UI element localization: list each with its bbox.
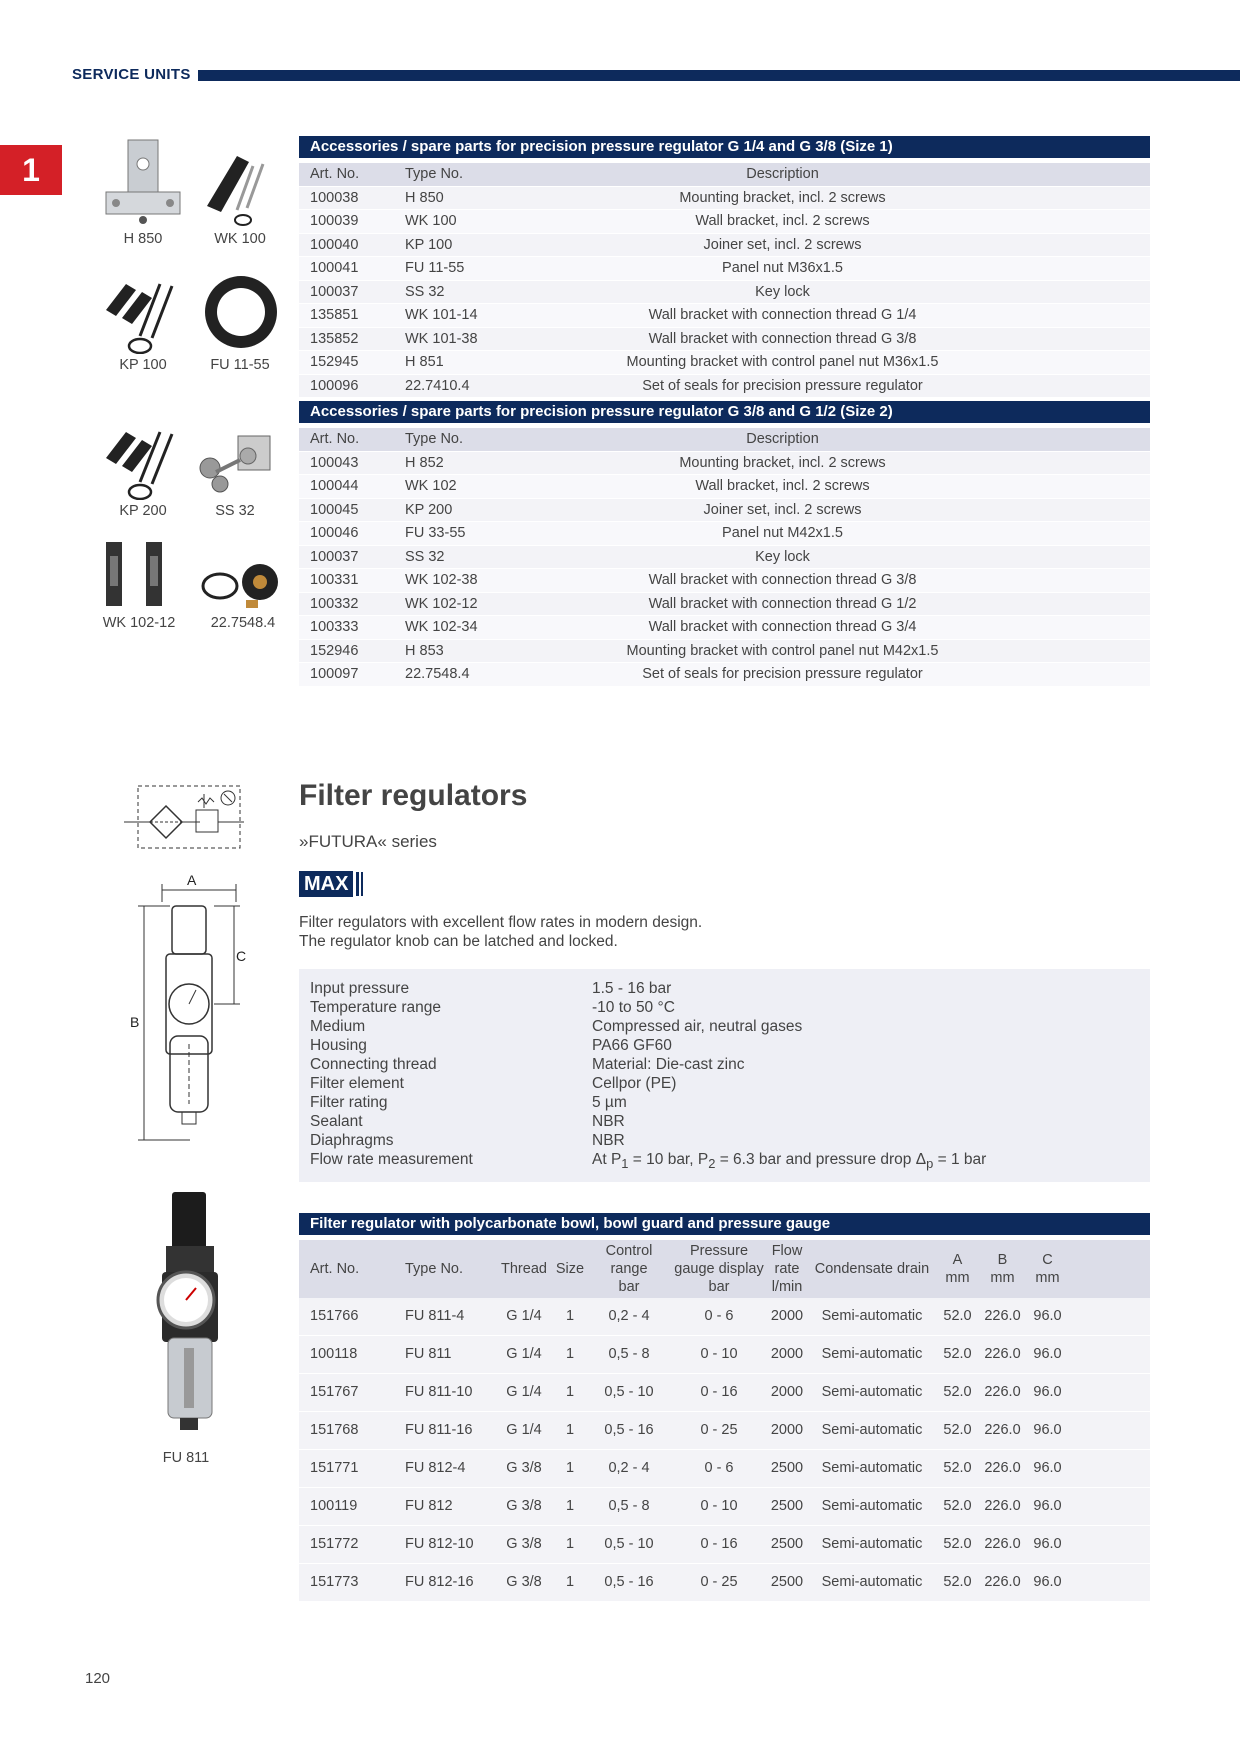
cell-size: 1 — [565, 1308, 575, 1324]
cell-art: 100045 — [310, 501, 359, 518]
cell-type: FU 812-4 — [405, 1460, 466, 1476]
cell-flow-rate: 2000 — [770, 1308, 804, 1324]
cell-type: WK 102-38 — [405, 572, 478, 588]
cell-condensate-drain: Semi-automatic — [821, 1460, 923, 1476]
thumb-label: KP 200 — [119, 503, 167, 519]
thumb-label: H 850 — [123, 231, 163, 247]
cell-thread: G 3/8 — [506, 1498, 542, 1514]
section-title: Filter regulators — [299, 779, 528, 812]
cell-a: 52.0 — [943, 1536, 972, 1552]
section-header: SERVICE UNITS — [72, 66, 191, 83]
cell-size: 1 — [565, 1498, 575, 1514]
cell-condensate-drain: Semi-automatic — [821, 1346, 923, 1362]
cell-control-range: 0,5 - 10 — [604, 1384, 654, 1400]
product-label: FU 811 — [162, 1450, 210, 1466]
spec-label: Connecting thread — [310, 1056, 437, 1073]
cell-art: 100037 — [310, 283, 359, 300]
table-row — [299, 1374, 1150, 1412]
cell-type: 22.7410.4 — [405, 377, 470, 394]
spec-label: Input pressure — [310, 980, 410, 997]
cell-art: 100118 — [310, 1346, 358, 1362]
header-type: Type No. — [405, 1261, 464, 1277]
cell-desc: Wall bracket, incl. 2 screws — [695, 213, 870, 229]
table-row — [299, 546, 1150, 570]
table-row — [299, 616, 1150, 640]
flow-text: = 6.3 bar and pressure drop Δ — [715, 1151, 927, 1168]
cell-b: 226.0 — [984, 1460, 1021, 1476]
cell-art: 151768 — [310, 1422, 359, 1438]
cell-type: FU 811-10 — [405, 1384, 473, 1400]
cell-gauge-display: 0 - 25 — [700, 1574, 738, 1590]
cell-flow-rate: 2500 — [770, 1536, 804, 1552]
cell-thread: G 1/4 — [506, 1384, 542, 1400]
cell-type: H 853 — [405, 642, 444, 659]
cell-size: 1 — [565, 1422, 575, 1438]
joiner-set-icon — [100, 420, 186, 500]
section-description: Filter regulators with excellent flow rates in modern design. — [299, 914, 703, 931]
cell-art: 135851 — [310, 307, 359, 323]
cell-type: H 850 — [405, 189, 444, 206]
spec-value: -10 to 50 °C — [592, 999, 675, 1016]
cell-control-range: 0,5 - 8 — [608, 1498, 650, 1514]
table-row — [299, 257, 1150, 281]
cell-c: 96.0 — [1033, 1308, 1062, 1324]
thumb-label: SS 32 — [215, 503, 255, 519]
cell-condensate-drain: Semi-automatic — [821, 1422, 923, 1438]
cell-thread: G 1/4 — [506, 1422, 542, 1438]
accessories-table-size1 — [299, 136, 1150, 398]
thumb-label: 22.7548.4 — [210, 615, 276, 631]
cell-control-range: 0,2 - 4 — [608, 1460, 650, 1476]
table-row — [299, 1488, 1150, 1526]
max-badge — [299, 871, 363, 897]
dimension-label-b: B — [130, 1014, 140, 1030]
cell-art: 100041 — [310, 260, 359, 276]
header-condensate-drain: Condensate drain — [814, 1261, 930, 1277]
header-line: gauge display — [674, 1261, 764, 1277]
flow-sub: 2 — [708, 1156, 716, 1172]
table-row — [299, 593, 1150, 617]
cell-c: 96.0 — [1033, 1574, 1062, 1590]
pneumatic-symbol-icon — [122, 780, 246, 856]
spec-value: PA66 GF60 — [592, 1037, 672, 1054]
table-row — [299, 1336, 1150, 1374]
cell-a: 52.0 — [943, 1574, 972, 1590]
cell-type: KP 100 — [405, 236, 453, 253]
flow-sub: p — [926, 1156, 934, 1172]
table-header — [299, 1240, 1150, 1298]
cell-type: FU 811 — [405, 1346, 452, 1362]
cell-desc: Joiner set, incl. 2 screws — [703, 236, 862, 253]
cell-type: WK 100 — [405, 213, 457, 229]
table-row — [299, 1412, 1150, 1450]
page-number: 120 — [85, 1670, 111, 1687]
header-flow-rate — [765, 1240, 809, 1298]
spec-label: Diaphragms — [310, 1132, 394, 1149]
thumb-ss32 — [190, 428, 280, 519]
cell-c: 96.0 — [1033, 1422, 1062, 1438]
header-line: B — [997, 1252, 1008, 1268]
cell-art: 100331 — [310, 572, 359, 588]
cell-gauge-display: 0 - 10 — [700, 1346, 738, 1362]
cell-desc: Wall bracket with connection thread G 3/8 — [648, 572, 917, 588]
cell-art: 151767 — [310, 1384, 359, 1400]
cell-type: H 851 — [405, 354, 444, 370]
header-a — [935, 1240, 980, 1298]
max-badge-bar — [356, 872, 359, 896]
cell-thread: G 3/8 — [506, 1536, 542, 1552]
table-title: Accessories / spare parts for precision pressure regulator G 3/8 and G 1/2 (Size 2) — [299, 401, 1150, 423]
spec-label: Temperature range — [310, 999, 441, 1016]
cell-desc: Joiner set, incl. 2 screws — [703, 501, 862, 518]
spec-value: 5 µm — [592, 1094, 627, 1111]
cell-desc: Panel nut M36x1.5 — [722, 260, 843, 276]
header-line: Control — [605, 1243, 653, 1259]
cell-type: FU 812-10 — [405, 1536, 474, 1552]
panel-nut-icon — [197, 270, 283, 354]
table-row — [299, 328, 1150, 352]
table-row — [299, 663, 1150, 687]
spec-label: Flow rate measurement — [310, 1151, 473, 1168]
cell-c: 96.0 — [1033, 1460, 1062, 1476]
cell-desc: Set of seals for precision pressure regulator — [642, 666, 923, 682]
cell-type: WK 101-38 — [405, 330, 478, 347]
cell-a: 52.0 — [943, 1346, 972, 1362]
cell-gauge-display: 0 - 6 — [704, 1308, 734, 1324]
thumb-label: FU 11-55 — [210, 357, 270, 373]
cell-size: 1 — [565, 1384, 575, 1400]
cell-control-range: 0,5 - 10 — [604, 1536, 654, 1552]
table-row — [299, 1298, 1150, 1336]
filter-regulator-table — [299, 1213, 1150, 1602]
header-desc: Description — [746, 166, 819, 182]
cell-desc: Mounting bracket with control panel nut M42x1.5 — [626, 642, 939, 659]
header-line: mm — [1035, 1270, 1060, 1286]
header-gauge-display — [673, 1240, 765, 1298]
mounting-bracket-icon — [100, 136, 186, 228]
cell-thread: G 3/8 — [506, 1460, 542, 1476]
dimension-drawing-icon — [130, 876, 250, 1144]
wall-bracket-thread-icon — [96, 536, 182, 612]
cell-flow-rate: 2500 — [770, 1498, 804, 1514]
cell-type: FU 812 — [405, 1498, 453, 1514]
cell-condensate-drain: Semi-automatic — [821, 1574, 923, 1590]
max-badge-text: MAX — [299, 871, 353, 897]
table-row — [299, 375, 1150, 399]
max-badge-bar — [361, 872, 363, 896]
cell-art: 100038 — [310, 189, 359, 206]
spec-value: Material: Die-cast zinc — [592, 1056, 745, 1073]
cell-b: 226.0 — [984, 1422, 1021, 1438]
header-line: C — [1042, 1252, 1053, 1268]
cell-a: 52.0 — [943, 1384, 972, 1400]
header-type: Type No. — [405, 166, 464, 182]
table-title: Filter regulator with polycarbonate bowl, bowl guard and pressure gauge — [299, 1213, 1150, 1235]
cell-c: 96.0 — [1033, 1346, 1062, 1362]
chapter-tab: 1 — [0, 145, 62, 195]
cell-a: 52.0 — [943, 1460, 972, 1476]
cell-a: 52.0 — [943, 1308, 972, 1324]
cell-type: FU 33-55 — [405, 525, 466, 541]
table-row — [299, 1526, 1150, 1564]
header-line: rate — [774, 1261, 800, 1277]
spec-label: Housing — [310, 1037, 367, 1054]
cell-b: 226.0 — [984, 1536, 1021, 1552]
header-line: Pressure — [689, 1243, 749, 1259]
header-bar — [198, 70, 1240, 81]
spec-label: Filter rating — [310, 1094, 388, 1111]
flow-text: = 10 bar, P — [628, 1151, 709, 1168]
table-header — [299, 428, 1150, 452]
accessories-table-size2 — [299, 401, 1150, 687]
cell-flow-rate: 2000 — [770, 1346, 804, 1362]
cell-type: FU 812-16 — [405, 1574, 474, 1590]
thumb-kp200 — [98, 420, 188, 519]
thumb-label: WK 102-12 — [102, 615, 176, 631]
thumb-kp100 — [98, 270, 188, 373]
wall-bracket-icon — [197, 136, 283, 228]
cell-condensate-drain: Semi-automatic — [821, 1384, 923, 1400]
table-row — [299, 1564, 1150, 1602]
cell-type: FU 811-16 — [405, 1422, 473, 1438]
table-header — [299, 163, 1150, 187]
header-type: Type No. — [405, 431, 464, 447]
table-row — [299, 304, 1150, 328]
cell-art: 100046 — [310, 525, 359, 541]
thumb-label: WK 100 — [214, 231, 266, 247]
table-row — [299, 281, 1150, 305]
key-lock-icon — [192, 428, 278, 500]
table-row — [299, 522, 1150, 546]
cell-art: 152945 — [310, 354, 359, 370]
cell-art: 100040 — [310, 236, 359, 253]
header-c — [1025, 1240, 1070, 1298]
cell-flow-rate: 2500 — [770, 1574, 804, 1590]
thumb-fu1155 — [195, 270, 285, 373]
section-subtitle: »FUTURA« series — [299, 832, 437, 851]
cell-control-range: 0,5 - 16 — [604, 1422, 654, 1438]
cell-c: 96.0 — [1033, 1536, 1062, 1552]
cell-desc: Panel nut M42x1.5 — [722, 525, 843, 541]
cell-art: 100332 — [310, 595, 359, 612]
cell-flow-rate: 2500 — [770, 1460, 804, 1476]
cell-b: 226.0 — [984, 1308, 1021, 1324]
thumb-label: KP 100 — [119, 357, 167, 373]
cell-control-range: 0,2 - 4 — [608, 1308, 650, 1324]
header-art: Art. No. — [310, 431, 360, 447]
cell-art: 100043 — [310, 454, 359, 471]
cell-desc: Set of seals for precision pressure regulator — [642, 377, 923, 394]
cell-b: 226.0 — [984, 1574, 1021, 1590]
cell-control-range: 0,5 - 16 — [604, 1574, 654, 1590]
cell-art: 100037 — [310, 548, 359, 565]
cell-type: WK 101-14 — [405, 307, 478, 323]
cell-desc: Wall bracket with connection thread G 1/2 — [648, 595, 917, 612]
header-line: bar — [618, 1279, 640, 1295]
spec-label: Medium — [310, 1018, 366, 1035]
header-line: mm — [945, 1270, 970, 1286]
flow-text: At P — [592, 1151, 622, 1168]
cell-size: 1 — [565, 1536, 575, 1552]
cell-control-range: 0,5 - 8 — [608, 1346, 650, 1362]
cell-art: 100044 — [310, 478, 359, 494]
cell-type: SS 32 — [405, 283, 445, 300]
spec-value: Compressed air, neutral gases — [592, 1018, 803, 1035]
spec-value-flow — [592, 1150, 987, 1172]
header-line: l/min — [771, 1279, 803, 1295]
table-row — [299, 234, 1150, 258]
table-row — [299, 351, 1150, 375]
header-desc: Description — [746, 431, 819, 447]
table-row — [299, 187, 1150, 211]
cell-art: 100333 — [310, 619, 359, 635]
cell-type: WK 102 — [405, 478, 457, 494]
header-line: A — [952, 1252, 963, 1268]
dimension-label-a: A — [187, 872, 197, 888]
cell-art: 100119 — [310, 1498, 358, 1514]
cell-condensate-drain: Semi-automatic — [821, 1498, 923, 1514]
seal-set-icon — [200, 560, 286, 612]
spec-value: NBR — [592, 1113, 625, 1130]
flow-text: = 1 bar — [933, 1151, 987, 1168]
cell-art: 151772 — [310, 1536, 359, 1552]
spec-label: Sealant — [310, 1113, 363, 1130]
cell-art: 151771 — [310, 1460, 359, 1476]
cell-gauge-display: 0 - 25 — [700, 1422, 738, 1438]
cell-desc: Mounting bracket, incl. 2 screws — [679, 189, 886, 206]
cell-b: 226.0 — [984, 1498, 1021, 1514]
thumb-seals — [198, 560, 288, 631]
cell-size: 1 — [565, 1460, 575, 1476]
cell-type: SS 32 — [405, 548, 445, 565]
cell-desc: Wall bracket, incl. 2 screws — [695, 478, 870, 494]
spec-label: Filter element — [310, 1075, 404, 1092]
cell-gauge-display: 0 - 16 — [700, 1384, 738, 1400]
thumb-wk100 — [195, 136, 285, 247]
section-description: The regulator knob can be latched and locked. — [299, 933, 618, 950]
cell-thread: G 1/4 — [506, 1308, 542, 1324]
cell-b: 226.0 — [984, 1346, 1021, 1362]
table-row — [299, 569, 1150, 593]
cell-c: 96.0 — [1033, 1498, 1062, 1514]
cell-desc: Key lock — [755, 283, 810, 300]
spec-value: Cellpor (PE) — [592, 1075, 677, 1092]
cell-art: 135852 — [310, 330, 359, 347]
cell-condensate-drain: Semi-automatic — [821, 1308, 923, 1324]
cell-desc: Wall bracket with connection thread G 3/8 — [648, 330, 917, 347]
cell-type: FU 811-4 — [405, 1308, 465, 1324]
header-art: Art. No. — [310, 1261, 360, 1277]
filter-regulator-product-icon — [146, 1188, 232, 1438]
table-row — [299, 210, 1150, 234]
cell-flow-rate: 2000 — [770, 1422, 804, 1438]
cell-art: 151773 — [310, 1574, 359, 1590]
cell-desc: Mounting bracket, incl. 2 screws — [679, 454, 886, 471]
header-b — [980, 1240, 1025, 1298]
spec-value: 1.5 - 16 bar — [592, 980, 672, 997]
table-row — [299, 452, 1150, 476]
cell-size: 1 — [565, 1346, 575, 1362]
thumb-h850 — [98, 136, 188, 247]
table-body — [299, 1298, 1150, 1602]
cell-art: 100097 — [310, 666, 359, 682]
header-control-range — [585, 1240, 673, 1298]
cell-a: 52.0 — [943, 1498, 972, 1514]
header-line: bar — [708, 1279, 730, 1295]
header-thread: Thread — [501, 1261, 547, 1277]
cell-type: H 852 — [405, 454, 444, 471]
cell-flow-rate: 2000 — [770, 1384, 804, 1400]
cell-desc: Key lock — [755, 548, 810, 565]
table-row — [299, 499, 1150, 523]
cell-desc: Mounting bracket with control panel nut M36x1.5 — [626, 354, 939, 370]
header-line: Flow — [771, 1243, 803, 1259]
cell-c: 96.0 — [1033, 1384, 1062, 1400]
cell-gauge-display: 0 - 6 — [704, 1460, 734, 1476]
spec-value: NBR — [592, 1132, 625, 1149]
header-art: Art. No. — [310, 166, 360, 182]
cell-gauge-display: 0 - 16 — [700, 1536, 738, 1552]
table-row — [299, 640, 1150, 664]
header-size: Size — [555, 1261, 585, 1277]
flow-sub: 1 — [621, 1156, 629, 1172]
dimension-label-c: C — [236, 948, 247, 964]
cell-thread: G 1/4 — [506, 1346, 542, 1362]
cell-type: FU 11-55 — [405, 260, 465, 276]
cell-art: 100039 — [310, 213, 359, 229]
cell-desc: Wall bracket with connection thread G 1/4 — [648, 307, 917, 323]
cell-type: 22.7548.4 — [405, 666, 470, 682]
cell-size: 1 — [565, 1574, 575, 1590]
cell-desc: Wall bracket with connection thread G 3/4 — [648, 619, 917, 635]
cell-thread: G 3/8 — [506, 1574, 542, 1590]
cell-type: WK 102-34 — [405, 619, 478, 635]
table-title: Accessories / spare parts for precision pressure regulator G 1/4 and G 3/8 (Size 1) — [299, 136, 1150, 158]
cell-art: 100096 — [310, 377, 359, 394]
thumb-wk10212 — [94, 536, 184, 631]
cell-b: 226.0 — [984, 1384, 1021, 1400]
header-line: range — [610, 1261, 648, 1277]
table-row — [299, 1450, 1150, 1488]
header-line: mm — [990, 1270, 1015, 1286]
cell-gauge-display: 0 - 10 — [700, 1498, 738, 1514]
cell-condensate-drain: Semi-automatic — [821, 1536, 923, 1552]
cell-a: 52.0 — [943, 1422, 972, 1438]
spec-box — [299, 969, 1150, 1182]
table-row — [299, 475, 1150, 499]
cell-type: KP 200 — [405, 501, 453, 518]
cell-type: WK 102-12 — [405, 595, 478, 612]
cell-art: 152946 — [310, 642, 359, 659]
cell-art: 151766 — [310, 1308, 359, 1324]
joiner-set-icon — [100, 270, 186, 354]
